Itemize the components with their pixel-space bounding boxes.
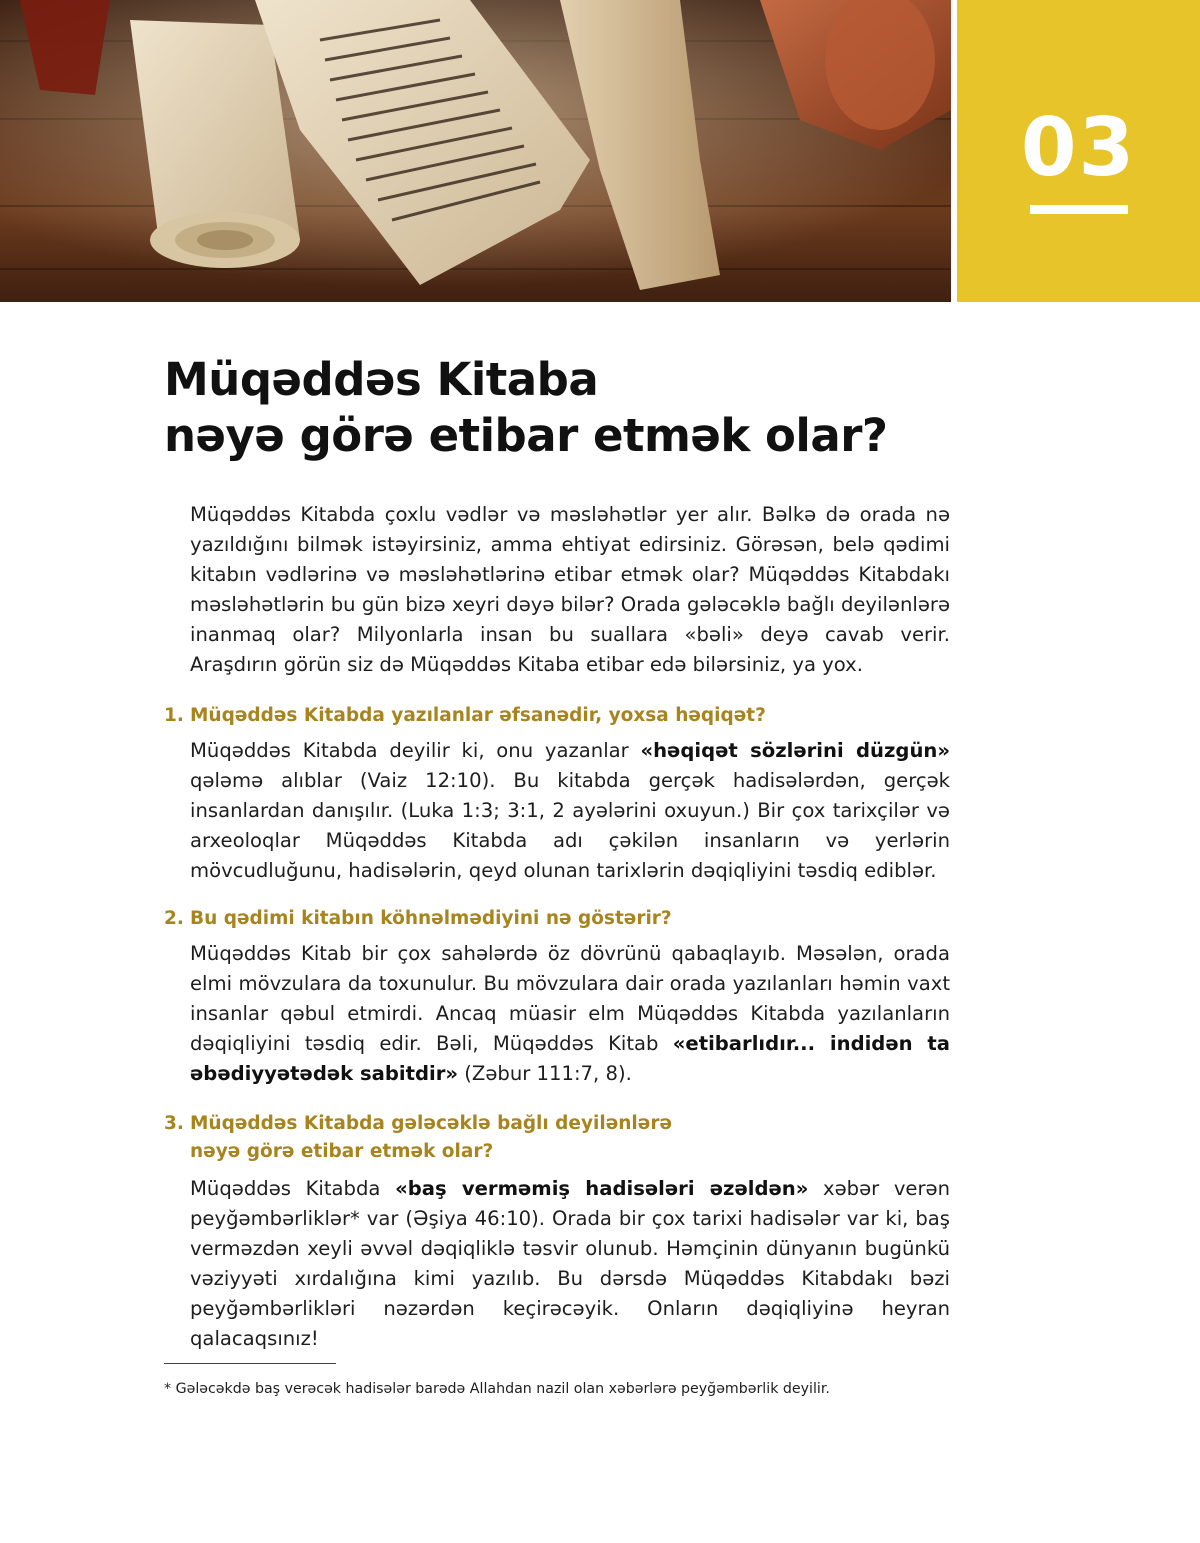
question-number: 1. bbox=[164, 705, 184, 726]
footnote-divider bbox=[164, 1363, 336, 1364]
title-line-2: nəyə görə etibar etmək olar? bbox=[164, 409, 888, 462]
answer-1 bbox=[190, 736, 950, 886]
answer-3 bbox=[190, 1174, 950, 1354]
page-title bbox=[164, 352, 964, 464]
question-1 bbox=[164, 702, 766, 730]
answer-text: Müqəddəs Kitabda deyilir ki, onu yazanlar bbox=[190, 739, 641, 762]
answer-text: xəbər verən peyğəmbərliklər* var (Əşiya 46:10). Orada bir çox tarixi hadisələr var ki, baş verməzdən xeyli əvvəl dəqiqliklə təsvir olunub. Həmçinin dünyanın bugünkü vəziyyəti xırdalığına kimi yazılıb. Bu dərsdə Müqəddəs Kitabdakı bəzi peyğəmbərlikləri nəzərdən keçirəcəyik. Onların dəqiqliyinə heyran qalacaqsınız! bbox=[190, 1177, 950, 1350]
answer-text: Müqəddəs Kitab bir çox sahələrdə öz dövrünü qabaqlayıb. Məsələn, orada elmi mövzulara da toxunulur. Bu mövzulara dair orada yazılanları həmin vaxt insanlar qəbul etmirdi. Ancaq müasir elm Müqəddəs Kitabda yazılanların dəqiqliyini təsdiq edir. Bəli, Müqəddəs Kitab bbox=[190, 942, 950, 1055]
question-2 bbox=[164, 905, 672, 933]
title-line-1: Müqəddəs Kitaba bbox=[164, 353, 599, 406]
intro-paragraph: Müqəddəs Kitabda çoxlu vədlər və məsləhətlər yer alır. Bəlkə də orada nə yazıldığını bilmək istəyirsiniz, amma ehtiyat edirsiniz. Görəsən, belə qədimi kitabın vədlərinə və məsləhətlərinə etibar etmək olar? Müqəddəs Kitabdakı məsləhətlərin bu gün bizə xeyri dəyə bilər? Orada gələcəklə bağlı deyilənlərə inanmaq olar? Milyonlarla insan bu suallara «bəli» deyə cavab verir. Araşdırın görün siz də Müqəddəs Kitaba etibar edə bilərsiniz, ya yox. bbox=[190, 503, 950, 676]
question-text: Müqəddəs Kitabda gələcəklə bağlı deyilənlərə bbox=[190, 1113, 672, 1134]
question-text-line-2: nəyə görə etibar etmək olar? bbox=[190, 1141, 494, 1162]
answer-2 bbox=[190, 939, 950, 1089]
question-number: 2. bbox=[164, 908, 184, 929]
answer-text: Müqəddəs Kitabda bbox=[190, 1177, 396, 1200]
chapter-underline bbox=[1030, 205, 1128, 214]
answer-quote: «baş verməmiş hadisələri əzəldən» bbox=[395, 1177, 809, 1200]
question-number: 3. bbox=[164, 1113, 184, 1134]
question-text: Müqəddəs Kitabda yazılanlar əfsanədir, yoxsa həqiqət? bbox=[190, 705, 766, 726]
answer-text: (Zəbur 111:7, 8). bbox=[458, 1062, 632, 1085]
answer-quote: «həqiqət sözlərini düzgün» bbox=[640, 739, 950, 762]
question-text: Bu qədimi kitabın köhnəlmədiyini nə göstərir? bbox=[190, 908, 672, 929]
header-photo-scrolls bbox=[0, 0, 951, 302]
footnote: * Gələcəkdə baş verəcək hadisələr barədə Allahdan nazil olan xəbərlərə peyğəmbərlik deyilir. bbox=[164, 1381, 830, 1397]
chapter-badge bbox=[957, 0, 1200, 302]
answer-quote: «etibarlıdır... indidən ta əbədiyyətədək sabitdir» bbox=[190, 1032, 950, 1085]
answer-text: qələmə alıblar (Vaiz 12:10). Bu kitabda gerçək hadisələrdən, gerçək insanlardan danışılır. (Luka 1:3; 3:1, 2 ayələrini oxuyun.) Bir çox tarixçilər və arxeoloqlar Müqəddəs Kitabda adı çəkilən insanların və yerlərin mövcudluğunu, hadisələrin, qeyd olunan tarixlərin dəqiqliyini təsdiq ediblər. bbox=[190, 769, 950, 882]
question-3 bbox=[164, 1110, 672, 1166]
scrolls-illustration bbox=[0, 0, 951, 302]
chapter-number: 03 bbox=[1020, 101, 1137, 194]
